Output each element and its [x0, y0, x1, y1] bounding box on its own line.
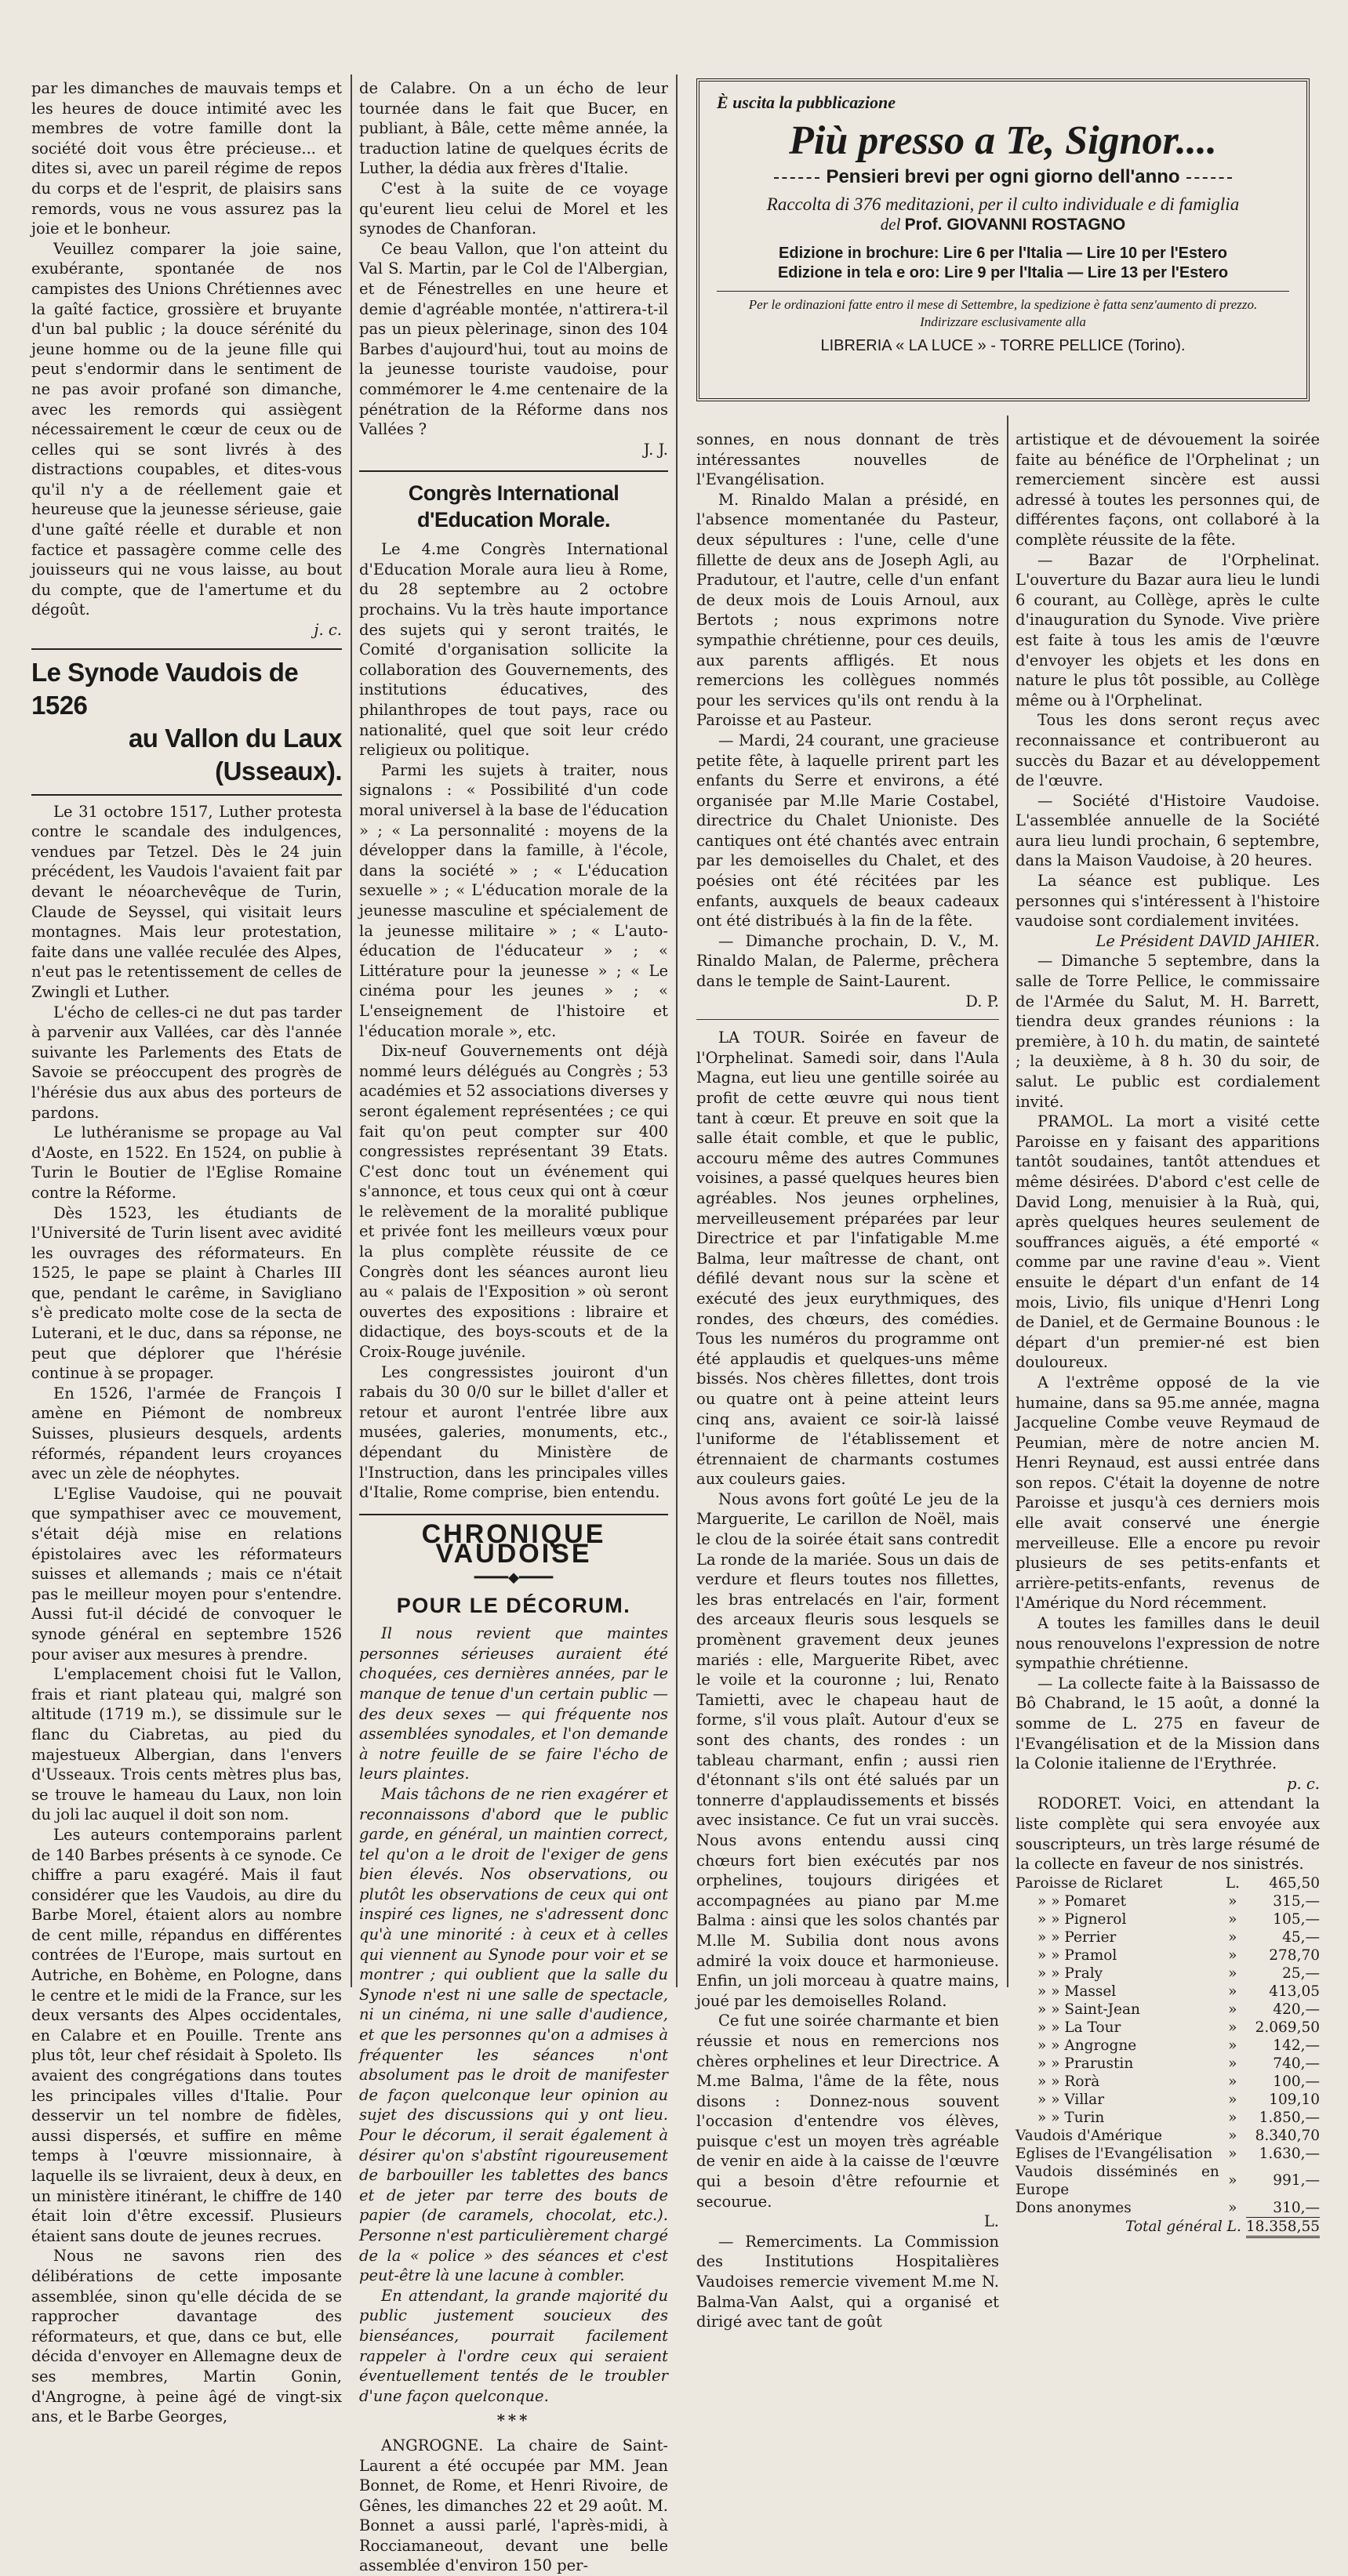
paragraph: Le luthéranisme se propage au Val d'Aoste, en 1522. En 1524, on publie à Turin le Boutier de l'Eglise Romaine contre la Réforme.	[31, 1123, 342, 1202]
paragraph: Dix-neuf Gouvernements ont déjà nommé leurs délégués au Congrès ; 53 académies et 52 associations diverses y seront également représentées ; ce qui fait qu'on peut compter sur 400 congressistes représentant 39 Etats. C'est donc tout un événement qui s'annonce, et tous ceux qui ont à cœur le relèvement de la moralité publique et privée font les meilleurs vœux pour la plus complète réussite de ce Congrès dont les séances auront lieu au « palais de l'Exposition » où seront ouvertes des expositions : libraire et didactique, des boys-scouts et de la Croix-Rouge juvénile.	[359, 1042, 668, 1362]
divider	[359, 470, 668, 472]
list-total-row	[1016, 2217, 1320, 2237]
list-mark: »	[1228, 1928, 1237, 1946]
column-rule	[676, 74, 678, 1987]
headline-line-2: au Vallon du Laux (Usseaux).	[128, 723, 342, 785]
congres-headline: Congrès International d'Education Morale.	[408, 481, 619, 532]
list-row	[1016, 2019, 1320, 2037]
list-value: 45,—	[1282, 1928, 1320, 1946]
list-label: » » Rorà	[1037, 2073, 1100, 2090]
paragraph: L'écho de celles-ci ne dut pas tarder à parvenir aux Vallées, car dès l'année suivante les Parlements des Etats de Savoie se préoccupent des progrès de l'hérésie dus aux abus des porteurs de pardons.	[31, 1003, 342, 1122]
paragraph: sonnes, en nous donnant de très intéressantes nouvelles de l'Evangélisation.	[696, 430, 999, 489]
congres-article	[359, 539, 668, 1503]
list-label: » » Saint-Jean	[1037, 2001, 1140, 2018]
list-mark: »	[1228, 2145, 1237, 2162]
section-stars: ***	[496, 2411, 531, 2430]
decorum-headline: POUR LE DÉCORUM.	[396, 1593, 631, 1617]
list-row	[1016, 1965, 1320, 1983]
list-row	[1016, 2091, 1320, 2109]
paragraph: En attendant, la grande majorité du public justement soucieux des bienséances, pourrait facilement rappeler à l'ordre ceux qui seraient éventuellement tentés de le troubler d'une façon quelconque.	[359, 2286, 668, 2405]
headline-line-1: Le Synode Vaudois de 1526	[31, 657, 299, 720]
column-3	[696, 430, 999, 2331]
ad-author-prefix: del	[880, 215, 901, 234]
column-4	[1016, 430, 1320, 2236]
paragraph: Parmi les sujets à traiter, nous signalons : « Possibilité d'un code moral universel à la base de l'éducation » ; « La personnalité : moyens de la développer dans la famille, à l'école, dans la société » ; « L'éducation sexuelle » ; « L'éducation morale de la jeunesse masculine et spécialement de la jeunesse militaire » ; « L'auto-éducation de l'éducateur » ; « Littérature pour la jeunesse » ; « Le cinéma pour les jeunes » ; « L'enseignement de l'histoire et l'éducation morale », etc.	[359, 760, 668, 1040]
list-value: 142,—	[1273, 2037, 1320, 2054]
ad-prices	[717, 244, 1289, 283]
ad-subtitle: Pensieri brevi per ogni giorno dell'anno	[826, 166, 1180, 187]
paragraph: — Remerciments. La Commission des Institutions Hospitalières Vaudoises remercie vivement M.me N. Balma-Van Aalst, qui a organisé et dirigé avec tant de goût	[696, 2232, 999, 2331]
list-label: » » Pramol	[1037, 1947, 1117, 1964]
list-label: Dons anonymes	[1016, 2200, 1132, 2216]
list-label: » » Villar	[1037, 2091, 1105, 2108]
paragraph: — La collecte faite à la Baissasso de Bô Chabrand, le 15 août, a donné la somme de L. 275 en faveur de l'Evangélisation et de la Mission dans la Colonie italienne de l'Erythrée.	[1016, 1674, 1320, 1773]
list-row	[1016, 1874, 1320, 1892]
paragraph: La séance est publique. Les personnes qui s'intéressent à l'histoire vaudoise sont cordialement invitées.	[1016, 872, 1320, 931]
column-1	[31, 78, 342, 2426]
list-mark: »	[1228, 1983, 1237, 2000]
paragraph: C'est à la suite de ce voyage qu'eurent lieu celui de Morel et les synodes de Chanforan.	[359, 179, 668, 238]
collection-list	[1016, 1874, 1320, 2238]
list-label: » » Pignerol	[1037, 1910, 1127, 1928]
paragraph: L'Eglise Vaudoise, qui ne pouvait que sympathiser avec ce mouvement, s'était déjà mise en relations épistolaires avec les réformateurs suisses et allemands ; mais ce n'était pas le meilleur moyen pour s'entendre. Aussi fut-il décidé de convoquer le synode général en septembre 1526 pour aviser aux mesures à prendre.	[31, 1484, 342, 1664]
list-mark: »	[1228, 2200, 1237, 2216]
list-mark: »	[1228, 1892, 1237, 1910]
list-value: 465,50	[1269, 1874, 1320, 1892]
divider	[696, 1019, 999, 1020]
list-value: 105,—	[1273, 1910, 1320, 1928]
paragraph: Les auteurs contemporains parlent de 140 Barbes présents à ce synode. Ce chiffre a paru exagéré. Mais il faut considérer que les Vaudois, au dire du Barbe Morel, étaient alors au nombre de cent mille, répandus en différentes contrées de l'Europe, mais surtout en Autriche, en Bohème, en Pologne, dans le centre et le midi de la France, sur les deux versants des Alpes occidentales, en Calabre et en Pouille. Trente ans plus tôt, leur chef résidait à Spoleto. Ils avaient des congrégations dans toutes les principales villes d'Italie. Pour desservir un tel nombre de fidèles, aussi dispersés, et suffire en même temps à l'œuvre missionnaire, à laquelle ils se livraient, deux à deux, en un ministère itinérant, le chiffre de 140 était loin d'être excessif. Plusieurs étaient sans doute de jeunes recrues.	[31, 1825, 342, 2245]
list-row	[1016, 2127, 1320, 2145]
list-label: Vaudois disséminés en Europe	[1016, 2163, 1219, 2198]
list-mark: »	[1228, 2172, 1237, 2190]
list-value: 420,—	[1273, 2001, 1320, 2018]
divider	[359, 1514, 668, 1515]
paragraph: L'emplacement choisi fut le Vallon, frais et riant plateau qui, malgré son altitude (1719 m.), se dissimule sur le flanc du Ciabretas, au pied du majestueux Albergian, dans l'envers d'Usseaux. Trois cents mètres plus bas, se trouve le hameau du Laux, non loin du joli lac auquel il doit son nom.	[31, 1665, 342, 1824]
paragraph: A l'extrême opposé de la vie humaine, dans sa 95.me année, magna Jacqueline Combe veuve Reymaud de Peumian, mère de notre ancien M. Henri Reynaud, est aussi entrée dans son repos. C'était la doyenne de notre Paroisse et jusqu'à ces derniers mois elle avait conservé une énergie merveilleuse. Elle a encore pu revoir plusieurs de ses petits-enfants et arrière-petits-enfants, revenus de l'Amérique du Nord récemment.	[1016, 1373, 1320, 1613]
list-value: 2.069,50	[1255, 2019, 1320, 2036]
list-label: » » Turin	[1037, 2109, 1105, 2126]
ad-intro: È uscita la pubblicazione	[717, 93, 896, 112]
list-value: 1.630,—	[1259, 2145, 1320, 2162]
price-brochure: Edizione in brochure: Lire 6 per l'Italia — Lire 10 per l'Estero	[779, 245, 1227, 262]
list-label: » » La Tour	[1037, 2019, 1121, 2036]
list-row	[1016, 1910, 1320, 1928]
paragraph: Il nous revient que maintes personnes sérieuses auraient été choquées, ces dernières années, par le manque de tenue d'un certain public — des deux sexes — qui fréquente nos assemblées synodales, et l'on demande à notre feuille de se faire l'écho de leurs plaintes.	[359, 1624, 668, 1783]
ad-note: Per le ordinazioni fatte entro il mese di Settembre, la spedizione è fatta senz'aumento di prezzo.	[748, 297, 1258, 312]
list-value: 740,—	[1273, 2055, 1320, 2072]
list-row	[1016, 2199, 1320, 2218]
paragraph: de Calabre. On a un écho de leur tournée dans le fait que Bucer, en publiant, à Bâle, cette même année, la traduction latine de quelques écrits de Luther, la dédia aux frères d'Italie.	[359, 79, 668, 178]
paragraph: Le 31 octobre 1517, Luther protesta contre le scandale des indulgences, vendues par Tetzel. Dès le 24 juin précédent, les Vaudois l'avaient fait par devant le néoarchevêque de Turin, Claude de Seyssel, qui visitait leurs montagnes. Mais leur protestation, faite dans une vallée reculée des Alpes, n'eut pas le retentissement de celles de Zwingli et Luther.	[31, 802, 342, 1001]
list-value: 315,—	[1273, 1892, 1320, 1910]
ad-address-note: Indirizzare esclusivamente alla	[920, 314, 1086, 329]
list-row	[1016, 1983, 1320, 2001]
intro-article	[31, 78, 342, 640]
paragraph: — Dimanche prochain, D. V., M. Rinaldo Malan, de Palerme, prêchera dans le temple de Saint-Laurent.	[696, 931, 999, 991]
list-mark: »	[1228, 1965, 1237, 1982]
list-label: » » Massel	[1037, 1983, 1117, 2000]
signature: p. c.	[1287, 1774, 1320, 1793]
list-row	[1016, 1892, 1320, 1910]
list-label: » » Perrier	[1037, 1928, 1117, 1946]
president-signature: Le Président DAVID JAHIER.	[1095, 931, 1320, 950]
paragraph: — Bazar de l'Orphelinat. L'ouverture du Bazar aura lieu le lundi 6 courant, au Collège, après le culte d'inauguration du Synode. Vive prière est faite à tous les amis de l'œuvre d'envoyer les objets et les dons en nature le plus tôt possible, au Collège même ou à l'Orphelinat.	[1016, 550, 1320, 709]
list-value: 278,70	[1269, 1947, 1320, 1964]
paragraph: par les dimanches de mauvais temps et les heures de douce intimité avec les membres de votre famille dont la société doit vous être précieuse... et dites si, avec un pareil régime de repos du corps et de l'esprit, de plaisirs sans remords, vous ne vous assurez pas la joie et le bonheur.	[31, 79, 342, 238]
list-value: 109,10	[1269, 2091, 1320, 2108]
list-row	[1016, 2037, 1320, 2055]
paragraph: Nous ne savons rien des délibérations de cette imposante assemblée, sinon qu'elle décida de se rapprocher davantage des réformateurs, et que, dans ce but, elle décida d'envoyer en Allemagne deux de ses membres, Martin Gonin, d'Angrogne, à peine âgé de vingt-six ans, et le Barbe Georges,	[31, 2247, 342, 2426]
total-value: 18.358,55	[1246, 2217, 1320, 2237]
column-2	[359, 78, 668, 2575]
list-mark: »	[1228, 1947, 1237, 1964]
list-mark: »	[1228, 2091, 1237, 2108]
list-label: » » Prarustin	[1037, 2055, 1134, 2072]
synode-continuation	[359, 78, 668, 459]
list-row	[1016, 2073, 1320, 2091]
signature: J. J.	[643, 440, 668, 459]
list-mark: »	[1228, 2055, 1237, 2072]
price-cloth: Edizione in tela e oro: Lire 9 per l'Italia — Lire 13 per l'Estero	[777, 264, 1229, 281]
decorum-article	[359, 1624, 668, 2406]
paragraph: Les congressistes jouiront d'un rabais du 30 0/0 sur le billet d'aller et retour et auront l'entrée libre aux musées, galeries, monuments, etc., dépendant du Ministère de l'Instruction, dans les principales villes d'Italie, Rome comprise, bien entendu.	[359, 1362, 668, 1502]
signature: D. P.	[965, 992, 999, 1010]
ad-author-line	[717, 215, 1289, 234]
ad-rule	[717, 291, 1289, 292]
angrogne-paragraph: ANGROGNE. La chaire de Saint-Laurent a été occupée par MM. Jean Bonnet, de Rome, et Henri Rivoire, de Gênes, les dimanches 22 et 29 août. M. Bonnet a aussi parlé, l'après-midi, à Rocciamaneout, devant une belle assemblée d'environ 150 per-	[359, 2436, 668, 2575]
synode-article	[31, 802, 342, 2427]
paragraph: — Mardi, 24 courant, une gracieuse petite fête, à laquelle prirent part les enfants du Serre et environs, a été organisée par M.lle Marie Costabel, directrice du Chalet Unioniste. Des cantiques ont été chantés avec entrain par les demoiselles du Chalet, et des poésies ont été récitées par les enfants, auxquels de beaux cadeaux ont été distribués à la fin de la fête.	[696, 731, 999, 931]
list-label: Eglises de l'Evangélisation	[1016, 2145, 1213, 2162]
paragraph: Dès 1523, les étudiants de l'Université de Turin lisent avec avidité les ouvrages des réformateurs. En 1525, le pape se plaint à Charles III que, pendant le carême, in Savigliano s'è predicato molte cose de la secta de Luterani, et le duc, dans sa réponse, ne peut que déplorer que l'hérésie continue à se propager.	[31, 1203, 342, 1383]
list-mark: »	[1228, 2037, 1237, 2054]
paragraph: artistique et de dévouement la soirée faite au bénéfice de l'Orphelinat ; un remerciement sincère est aussi adressé à toutes les personnes qui, de différentes façons, ont collaboré à la complète réussite de la fête.	[1016, 430, 1320, 549]
paragraph: Nous avons fort goûté Le jeu de la Marguerite, Le carillon de Noël, mais le clou de la soirée était sans contredit La ronde de la mariée. Sous un dais de verdure et fleurs toutes nos fillettes, les bras entrelacés en l'air, forment des arceaux fleuris sous lesquels se promènent gravement deux jeunes mariés : elle, Marguerite Ribet, avec le voile et la couronne ; lui, Renato Tamietti, avec le chapeau haut de forme, s'il vous plaît. Autour d'eux se sont des chants, des rondes : un tableau charmant, enfin ; aussi rien d'étonnant s'ils ont été salués par un tonnerre d'applaudissements et bissés avec insistance. Ce fut un vrai succès. Nous avons entendu aussi cinq chœurs fort bien exécutés par nos orphelines, toujours dirigées et accompagnées au piano par M.me Balma : ainsi que les solos chantés par M.lle M. Subilia dont nous avons admiré la voix douce et harmonieuse. Enfin, un joli morceau à quatre mains, joué par les demoiselles Roland.	[696, 1489, 999, 2010]
list-mark: L.	[1225, 1874, 1240, 1892]
paragraph: — Société d'Histoire Vaudoise. L'assemblée annuelle de la Société aura lieu lundi prochain, 6 septembre, dans la Maison Vaudoise, à 20 heures.	[1016, 791, 1320, 870]
list-value: 1.850,—	[1259, 2109, 1320, 2126]
ornament-divider: ━━━━◆━━━━	[474, 1569, 554, 1586]
paragraph: En 1526, l'armée de François I amène en Piémont de nombreux Suisses, plusieurs desquels, ardents réformés, répandent leurs croyances avec un zèle de néophytes.	[31, 1384, 342, 1483]
list-mark: »	[1228, 2073, 1237, 2090]
total-label: Total général L.	[1125, 2219, 1241, 2236]
signature: j. c.	[314, 621, 342, 640]
paragraph: LA TOUR. Soirée en faveur de l'Orphelinat. Samedi soir, dans l'Aula Magna, eut lieu une gentille soirée au profit de cette œuvre qui nous tient tant à cœur. Et preuve en soit que la salle était comble, et que le public, accouru même des autres Communes voisines, a passé quelques heures bien agréables. Nos jeunes orphelines, merveilleusement préparées par leur Directrice et par l'infatigable M.me Balma, leur maîtresse de chant, ont défilé devant nous sur la scène et exécuté des jeux eurythmiques, des rondes, des chœurs, des comédies. Tous les numéros du programme ont été applaudis et quelques-uns même bissés. Nos chères fillettes, dont trois ou quatre ont à peine atteint leurs cinq ans, avaient ce soir-là laissé l'uniforme de l'établissement et étrennaient de charmants costumes aux couleurs gaies.	[696, 1029, 999, 1489]
paragraph: Ce beau Vallon, que l'on atteint du Val S. Martin, par le Col de l'Albergian, et de Fénestrelles en une heure et demie d'agréable montée, n'attirera-t-il pas un pieux pèlerinage, sinon des 104 Barbes d'aujourd'hui, tout au moins de la jeunesse touriste vaudoise, pour commémorer le 4.me centenaire de la pénétration de la Réforme dans nos Vallées ?	[359, 239, 668, 439]
list-row	[1016, 2145, 1320, 2163]
paragraph: Ce fut une soirée charmante et bien réussie et nous en remercions nos chères orphelines et leur Directrice. A M.me Balma, l'âme de la fête, nous disons : Donnez-nous souvent l'occasion d'entendre vos élèves, puisque c'est un moyen très agréable de venir en aide à la caisse de l'œuvre qui a besoin d'être refournie et secourue.	[696, 2012, 999, 2211]
ad-author: Prof. GIOVANNI ROSTAGNO	[904, 216, 1126, 234]
column-rule	[351, 74, 352, 1987]
ad-description: Raccolta di 376 meditazioni, per il culto individuale e di famiglia	[766, 194, 1240, 214]
paragraph: Tous les dons seront reçus avec reconnaissance et contribueront au succès du Bazar et au développement de l'œuvre.	[1016, 711, 1320, 790]
ad-subtitle-row	[717, 166, 1289, 188]
paragraph: — Dimanche 5 septembre, dans la salle de Torre Pellice, le commissaire de l'Armée du Salut, M. H. Barrett, tiendra deux grandes réunions : la première, à 10 h. du matin, de sainteté ; la deuxième, à 8 h. 30 du soir, de salut. Le public est cordialement invité.	[1016, 952, 1320, 1111]
list-label: Vaudois d'Amérique	[1016, 2127, 1163, 2144]
book-advertisement	[696, 78, 1310, 401]
list-row	[1016, 2163, 1320, 2199]
list-value: 25,—	[1282, 1965, 1320, 1982]
column-rule	[1007, 415, 1008, 1987]
list-mark: »	[1228, 1910, 1237, 1928]
list-value: 100,—	[1273, 2073, 1320, 2090]
paragraph: Le 4.me Congrès International d'Education Morale aura lieu à Rome, du 28 septembre au 2 octobre prochains. Vu la très haute importance des sujets qui y seront traités, le Comité d'organisation sollicite la collaboration des Gouvernements, des institutions éducatives, des philanthropes de tout pays, race ou nationalité, quel que soit leur crédo religieux ou politique.	[359, 540, 668, 760]
list-value: 310,—	[1273, 2199, 1320, 2216]
list-label: » » Pomaret	[1037, 1892, 1127, 1910]
list-row	[1016, 2001, 1320, 2019]
list-row	[1016, 2055, 1320, 2073]
ad-shop: LIBRERIA « LA LUCE » - TORRE PELLICE (Torino).	[820, 337, 1186, 354]
list-label: » » Praly	[1037, 1965, 1103, 1982]
synode-headline	[31, 648, 342, 796]
list-mark: »	[1228, 2127, 1237, 2144]
list-value: 991,—	[1273, 2172, 1320, 2190]
list-value: 8.340,70	[1255, 2127, 1320, 2144]
dash-decoration	[774, 177, 819, 179]
list-row	[1016, 1928, 1320, 1947]
list-mark: »	[1228, 2109, 1237, 2126]
paragraph: PRAMOL. La mort a visité cette Paroisse en y faisant des apparitions tantôt soudaines, tantôt attendues et même désirées. D'abord c'est celle de David Long, menuisier à la Ruà, qui, après quelques heures seulement de souffrances aiguës, a été emporté « comme par une ravine d'eau ». Vient ensuite le départ d'un enfant de 14 mois, Livio, fils unique d'Henri Long de Daniel, et de Germaine Bounous : le départ d'un premier-né est bien douloureux.	[1016, 1112, 1320, 1372]
paragraph: A toutes les familles dans le deuil nous renouvelons l'expression de notre sympathie chrétienne.	[1016, 1614, 1320, 1673]
list-row	[1016, 1947, 1320, 1965]
paragraph: M. Rinaldo Malan a présidé, en l'absence momentanée du Pasteur, deux sépultures : l'une, celle d'une fillette de deux ans de Joseph Agli, au Pradutour, et l'autre, celle d'un enfant de deux mois de Louis Arnoul, aux Bertots ; nous exprimons notre sympathie chrétienne, pour ces deuils, aux parents affligés. Et nous remercions les collègues nommés pour les services qu'ils ont rendu à la Paroisse et au Pasteur.	[696, 490, 999, 730]
list-label: Paroisse de Riclaret	[1016, 1874, 1163, 1892]
chronique-headline: CHRONIQUE VAUDOISE	[421, 1518, 606, 1569]
signature: L.	[983, 2212, 999, 2231]
list-label: » » Angrogne	[1037, 2037, 1137, 2054]
paragraph: RODORET. Voici, en attendant la liste complète qui sera envoyée aux souscripteurs, un très large résumé de la collecte en faveur de nos sinistrés.	[1016, 1794, 1320, 1874]
paragraph: Veuillez comparer la joie saine, exubérante, spontanée de nos campistes des Unions Chrétiennes avec la gaîté factice, grossière et bruyante d'un bal public ; la douce sérénité du jeune homme ou de la jeune fille qui peut s'endormir dans le sentiment de ne pas avoir profané son dimanche, avec les remords qui assiègent nécessairement le cœur de ceux ou de celles qui se sont livrés à des distractions coupables, et dites-vous qu'il n'y a de réellement gaie et heureuse que la jeunesse sérieuse, gaie d'une gaîté réelle et durable et non factice et passagère comme celle des jouisseurs qui ne vous laisse, au bout du compte, que de l'amertume et du dégoût.	[31, 239, 342, 619]
dash-decoration	[1186, 177, 1232, 179]
ad-title: Più presso a Te, Signor....	[789, 118, 1217, 163]
list-mark: »	[1228, 2001, 1237, 2018]
list-mark: »	[1228, 2019, 1237, 2036]
paragraph: Mais tâchons de ne rien exagérer et reconnaissons d'abord que le public garde, en général, un maintien correct, tel qu'on a le droit de l'exiger de gens bien élevés. Nos observations, ou plutôt les observations de ceux qui ont inspiré ces lignes, ne s'adressent donc qu'à une minorité : à ceux et à celles qui viennent au Synode pour voir et se montrer ; qui oublient que la salle du Synode n'est ni une salle de spectacle, ni un cinéma, ni une salle d'audience, et que les personnes qu'on a admises à fréquenter les séances n'ont absolument pas le droit de manifester de façon quelconque leur opinion au sujet des discussions qui y ont lieu. Pour le décorum, il serait également à désirer qu'on s'abstînt rigoureusement de barbouiller les tablettes des bancs et de jeter par terre des bouts de papier (de caramels, chocolat, etc.). Personne n'est particulièrement chargé de la « police » des séances et c'est peut-être là une lacune à combler.	[359, 1784, 668, 2285]
list-value: 413,05	[1269, 1983, 1320, 2000]
list-row	[1016, 2109, 1320, 2127]
